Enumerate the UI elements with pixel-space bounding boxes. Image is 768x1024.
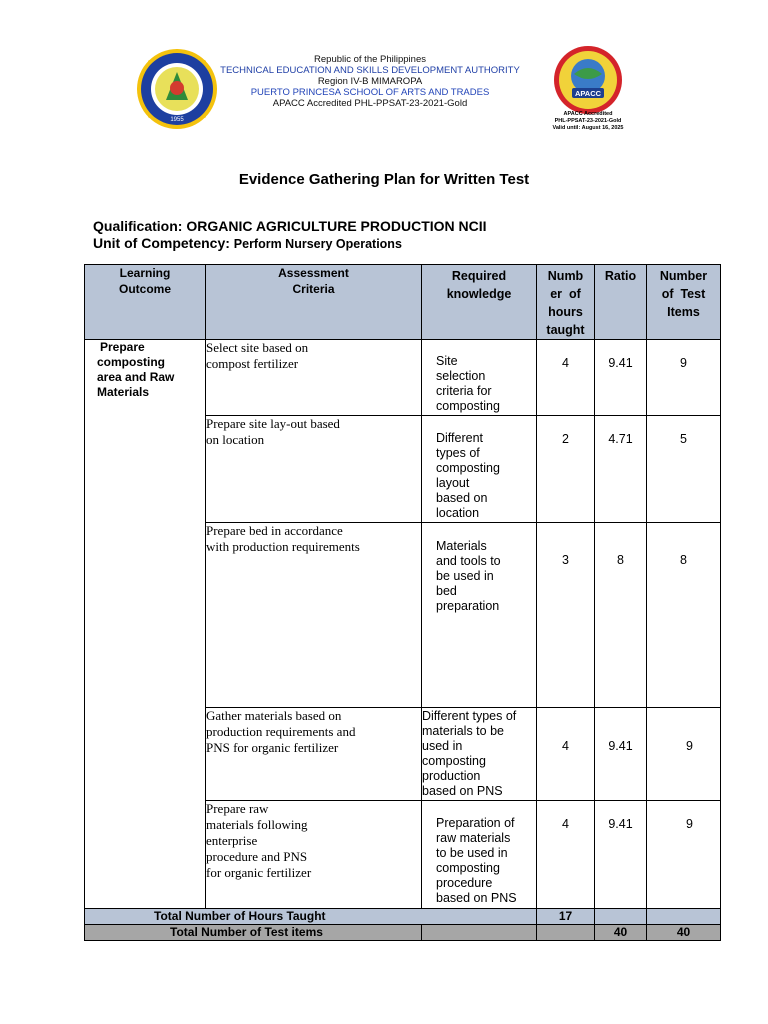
knowledge-cell: Materials and tools to be used in bed preparation (422, 523, 537, 708)
header-line-4: PUERTO PRINCESA SCHOOL OF ARTS AND TRADES (250, 87, 490, 98)
apacc-caption (540, 111, 636, 132)
apacc-caption-3: Valid until: August 16, 2025 (552, 125, 624, 131)
evidence-plan-table (84, 264, 721, 941)
criteria-cell: Prepare site lay-out based on location (206, 416, 422, 523)
total-items-value: 40 (647, 925, 721, 941)
total-items-label: Total Number of Test items (85, 925, 422, 941)
unit-value: Perform Nursery Operations (233, 237, 402, 251)
items-cell: 5 (647, 416, 721, 523)
header-hours-taught: Numb er of hours taught (537, 265, 595, 340)
ratio-cell: 4.71 (595, 416, 647, 523)
knowledge-cell: Different types of materials to be used in composting production based on PNS (422, 708, 537, 801)
hours-cell: 4 (537, 340, 595, 416)
total-hours-value: 17 (537, 909, 595, 925)
header-line-5: APACC Accredited PHL-PPSAT-23-2021-Gold (272, 98, 468, 109)
total-hours-label: Total Number of Hours Taught (85, 909, 537, 925)
unit-line (93, 235, 402, 251)
apacc-caption-2: PHL-PPSAT-23-2021-Gold (554, 118, 622, 124)
header-line-1: Republic of the Philippines (314, 54, 426, 65)
letterhead (0, 40, 768, 135)
unit-label: Unit of Competency: (93, 235, 230, 251)
total-items-knowledge-empty (422, 925, 537, 941)
apacc-caption-1: APACC Accredited (563, 111, 613, 117)
total-items-hours-empty (537, 925, 595, 941)
items-cell: 9 (647, 340, 721, 416)
table-row (85, 340, 721, 416)
document-title: Evidence Gathering Plan for Written Test (238, 171, 530, 188)
header-ratio: Ratio (595, 265, 647, 340)
criteria-cell: Gather materials based on production requirements and PNS for organic fertilizer (206, 708, 422, 801)
learning-outcome-cell: Prepare composting area and Raw Materials (85, 340, 206, 909)
total-hours-row (85, 909, 721, 925)
header-test-items: Number of Test Items (647, 265, 721, 340)
items-cell: 8 (647, 523, 721, 708)
total-hours-ratio-empty (595, 909, 647, 925)
ratio-cell: 9.41 (595, 708, 647, 801)
header-learning-outcome: Learning Outcome (85, 265, 206, 340)
total-ratio-value: 40 (595, 925, 647, 941)
hours-cell: 4 (537, 708, 595, 801)
header-line-2: TECHNICAL EDUCATION AND SKILLS DEVELOPMENT AUTHORITY (220, 65, 520, 76)
header-required-knowledge: Required knowledge (422, 265, 537, 340)
ratio-cell: 9.41 (595, 340, 647, 416)
knowledge-cell: Different types of composting layout based on location (422, 416, 537, 523)
letterhead-text (210, 54, 530, 109)
seal-year: 1955 (170, 117, 184, 123)
ratio-cell: 8 (595, 523, 647, 708)
school-seal-logo (136, 48, 218, 130)
ratio-cell: 9.41 (595, 801, 647, 909)
hours-cell: 2 (537, 416, 595, 523)
criteria-cell: Select site based on compost fertilizer (206, 340, 422, 416)
apacc-logo-text: APACC (574, 89, 602, 98)
knowledge-cell: Site selection criteria for composting (422, 340, 537, 416)
hours-cell: 3 (537, 523, 595, 708)
total-items-row (85, 925, 721, 941)
qualification-value: ORGANIC AGRICULTURE PRODUCTION NCII (186, 218, 487, 234)
criteria-cell: Prepare raw materials following enterprise procedure and PNS for organic fertilizer (206, 801, 422, 909)
header-assessment-criteria: Assessment Criteria (206, 265, 422, 340)
items-cell: 9 (647, 708, 721, 801)
header-line-3: Region IV-B MIMAROPA (317, 76, 423, 87)
qualification-label: Qualification: (93, 218, 183, 234)
knowledge-cell: Preparation of raw materials to be used in composting procedure based on PNS (422, 801, 537, 909)
criteria-cell: Prepare bed in accordance with production requirements (206, 523, 422, 708)
items-cell: 9 (647, 801, 721, 909)
qualification-line (93, 218, 487, 234)
header-row (85, 265, 721, 340)
total-hours-items-empty (647, 909, 721, 925)
hours-cell: 4 (537, 801, 595, 909)
